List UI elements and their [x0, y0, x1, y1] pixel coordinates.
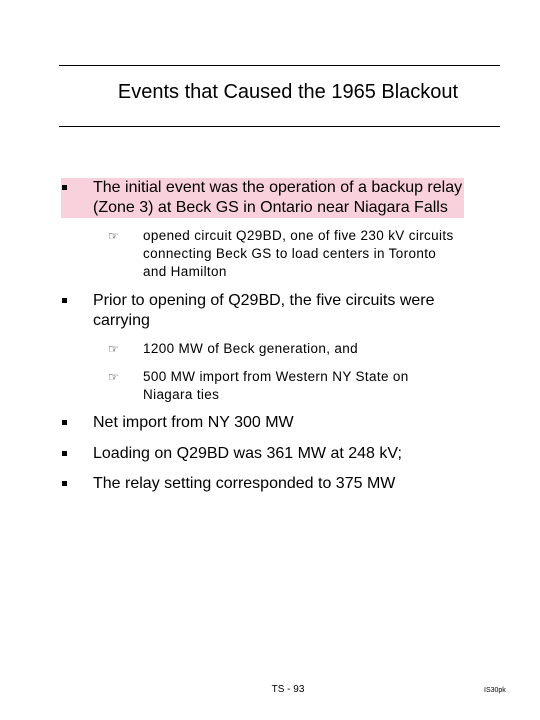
bullet-net-import: [93, 413, 294, 433]
bullet-line: Loading on Q29BD was 361 MW at 248 kV;: [93, 445, 402, 462]
sub-bullet-line: 500 MW import from Western NY State on: [143, 369, 409, 384]
sub-bullet-line: connecting Beck GS to load centers in Toronto: [143, 246, 437, 261]
page-title: Events that Caused the 1965 Blackout: [117, 81, 459, 103]
top-rule: [59, 65, 500, 66]
highlight-box: [61, 178, 464, 218]
bullet-line: carrying: [93, 312, 150, 329]
bullet-line: The initial event was the operation of a backup relay: [93, 179, 463, 196]
bullet-initial-event: [93, 178, 464, 218]
square-bullet-icon: [62, 298, 67, 303]
bullet-relay-setting: [93, 474, 395, 494]
bottom-rule: [59, 126, 500, 127]
square-bullet-icon: [62, 420, 67, 425]
sub-bullet-line: 1200 MW of Beck generation, and: [143, 341, 358, 356]
bullet-prior-to-opening: [93, 291, 435, 331]
sub-bullet-opened-circuit: [108, 227, 454, 281]
footer-code: IS30pk: [484, 687, 506, 694]
square-bullet-icon: [62, 451, 67, 456]
sub-bullet-beck-generation: [108, 340, 358, 358]
sub-bullet-line: Niagara ties: [143, 387, 220, 402]
bullet-line: Net import from NY 300 MW: [93, 414, 294, 431]
bullet-loading-q29bd: [93, 444, 402, 464]
bullet-line: The relay setting corresponded to 375 MW: [93, 475, 396, 492]
sub-bullet-import-western-ny: [108, 368, 409, 404]
bullet-line: Prior to opening of Q29BD, the five circuits were: [93, 292, 435, 309]
square-bullet-icon: [62, 185, 67, 190]
square-bullet-icon: [62, 481, 67, 486]
page-number: TS - 93: [271, 684, 305, 695]
pointing-hand-icon: ☞: [108, 342, 120, 356]
bullet-line: (Zone 3) at Beck GS in Ontario near Niagara Falls: [93, 199, 448, 216]
sub-bullet-line: and Hamilton: [143, 264, 227, 279]
sub-bullet-line: opened circuit Q29BD, one of five 230 kV circuits: [143, 228, 454, 243]
pointing-hand-icon: ☞: [108, 229, 120, 243]
pointing-hand-icon: ☞: [108, 370, 120, 384]
